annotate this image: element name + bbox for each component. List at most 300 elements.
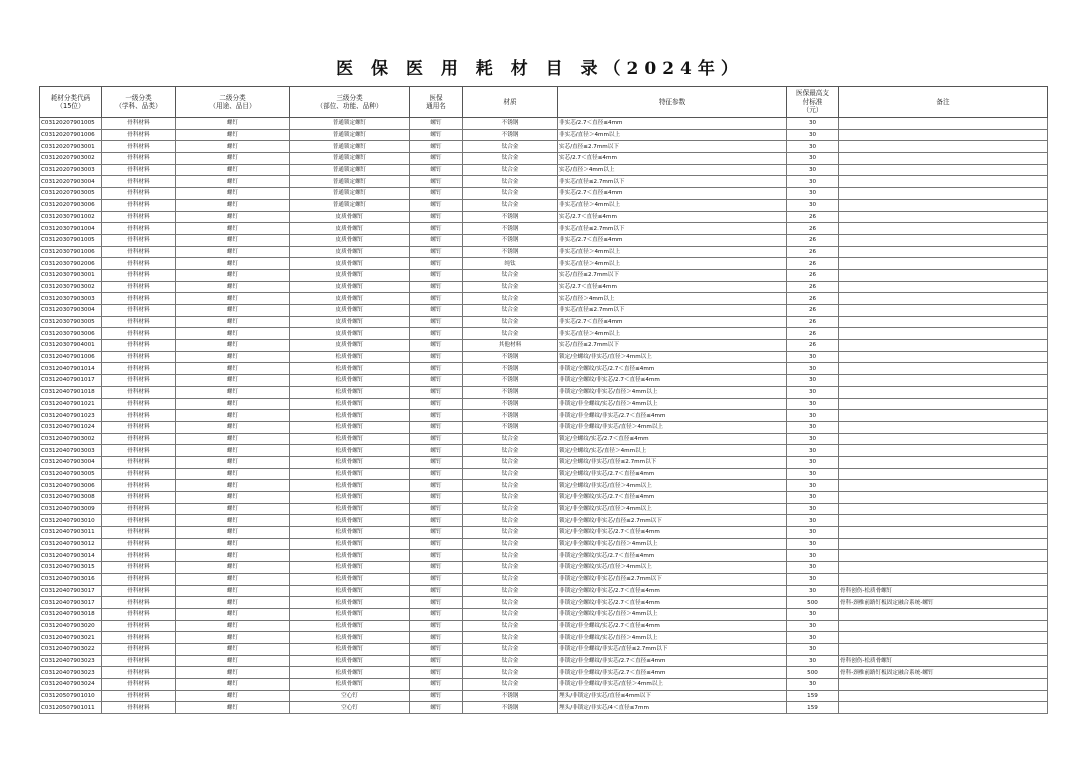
price-cell: 30 [787, 153, 839, 165]
level3-cell: 普通锁定螺钉 [290, 164, 410, 176]
price-cell: 30 [787, 585, 839, 597]
name-cell: 螺钉 [410, 468, 463, 480]
level3-cell: 松质骨螺钉 [290, 573, 410, 585]
code-cell: C03120207903005 [40, 188, 102, 200]
level3-cell: 松质骨螺钉 [290, 468, 410, 480]
name-cell: 螺钉 [410, 188, 463, 200]
price-cell: 30 [787, 679, 839, 691]
material-cell: 钛合金 [463, 492, 558, 504]
level1-cell: 骨科材料 [102, 573, 176, 585]
level3-cell: 松质骨螺钉 [290, 386, 410, 398]
note-cell [839, 164, 1048, 176]
level2-cell: 螺钉 [176, 281, 290, 293]
price-cell: 30 [787, 608, 839, 620]
level3-cell: 松质骨螺钉 [290, 538, 410, 550]
material-cell: 钛合金 [463, 527, 558, 539]
material-cell: 钛合金 [463, 515, 558, 527]
price-cell: 30 [787, 515, 839, 527]
header-row [40, 87, 1048, 118]
level3-cell: 松质骨螺钉 [290, 643, 410, 655]
table-row [40, 176, 1048, 188]
note-cell [839, 316, 1048, 328]
material-cell: 钛合金 [463, 573, 558, 585]
level3-cell: 松质骨螺钉 [290, 433, 410, 445]
code-cell: C03120307904001 [40, 340, 102, 352]
code-cell: C03120407903014 [40, 550, 102, 562]
note-cell [839, 480, 1048, 492]
table-row [40, 375, 1048, 387]
spec-cell: 非实芯/直径＞4mm以上 [558, 328, 787, 340]
price-cell: 26 [787, 293, 839, 305]
note-cell [839, 118, 1048, 130]
name-cell: 螺钉 [410, 667, 463, 679]
level1-cell: 骨科材料 [102, 620, 176, 632]
level1-cell: 骨科材料 [102, 527, 176, 539]
level1-cell: 骨科材料 [102, 456, 176, 468]
table-row [40, 269, 1048, 281]
code-cell: C03120407901017 [40, 375, 102, 387]
name-cell: 螺钉 [410, 550, 463, 562]
level3-cell: 松质骨螺钉 [290, 597, 410, 609]
level3-cell: 皮质骨螺钉 [290, 316, 410, 328]
note-cell [839, 281, 1048, 293]
level2-cell: 螺钉 [176, 363, 290, 375]
price-cell: 30 [787, 492, 839, 504]
level1-cell: 骨科材料 [102, 351, 176, 363]
level1-cell: 骨科材料 [102, 492, 176, 504]
table-row [40, 655, 1048, 667]
price-cell: 30 [787, 199, 839, 211]
level2-cell: 螺钉 [176, 597, 290, 609]
note-cell [839, 375, 1048, 387]
note-cell [839, 608, 1048, 620]
price-cell: 30 [787, 141, 839, 153]
spec-cell: 非锁定/全螺纹/非实芯/2.7＜直径≤4mm [558, 585, 787, 597]
level3-cell: 松质骨螺钉 [290, 421, 410, 433]
level3-cell: 空心钉 [290, 702, 410, 714]
spec-cell: 非锁定/非全螺纹/实芯/直径＞4mm以上 [558, 632, 787, 644]
level2-cell: 螺钉 [176, 702, 290, 714]
code-cell: C03120407903017 [40, 597, 102, 609]
material-cell: 钛合金 [463, 141, 558, 153]
level1-cell: 骨科材料 [102, 515, 176, 527]
material-cell: 钛合金 [463, 176, 558, 188]
spec-cell: 锁定/非全螺纹/实芯/2.7＜直径≤4mm [558, 492, 787, 504]
level2-cell: 螺钉 [176, 199, 290, 211]
name-cell: 螺钉 [410, 398, 463, 410]
price-cell: 26 [787, 305, 839, 317]
level3-cell: 松质骨螺钉 [290, 492, 410, 504]
level2-cell: 螺钉 [176, 129, 290, 141]
level1-cell: 骨科材料 [102, 305, 176, 317]
material-cell: 钛合金 [463, 456, 558, 468]
name-cell: 螺钉 [410, 410, 463, 422]
price-cell: 30 [787, 398, 839, 410]
material-cell: 不锈钢 [463, 690, 558, 702]
code-cell: C03120407903020 [40, 620, 102, 632]
level3-cell: 松质骨螺钉 [290, 445, 410, 457]
material-cell: 钛合金 [463, 433, 558, 445]
spec-cell: 非锁定/非全螺纹/非实芯/直径≤2.7mm以下 [558, 643, 787, 655]
spec-cell: 锁定/全螺纹/实芯/2.7＜直径≤4mm [558, 433, 787, 445]
table-row [40, 515, 1048, 527]
price-cell: 30 [787, 503, 839, 515]
level2-cell: 螺钉 [176, 293, 290, 305]
spec-cell: 非实芯/2.7＜直径≤4mm [558, 118, 787, 130]
material-cell: 钛合金 [463, 269, 558, 281]
spec-cell: 非锁定/全螺纹/非实芯/2.7＜直径≤4mm [558, 375, 787, 387]
code-cell: C03120407901006 [40, 351, 102, 363]
level1-cell: 骨科材料 [102, 445, 176, 457]
price-cell: 30 [787, 351, 839, 363]
level1-cell: 骨科材料 [102, 562, 176, 574]
note-cell [839, 211, 1048, 223]
catalog-table [39, 86, 1048, 714]
name-cell: 螺钉 [410, 702, 463, 714]
price-cell: 26 [787, 223, 839, 235]
material-cell: 钛合金 [463, 632, 558, 644]
spec-cell: 非锁定/非全螺纹/非实芯/2.7＜直径≤4mm [558, 410, 787, 422]
spec-cell: 非实芯/2.7＜直径≤4mm [558, 188, 787, 200]
level3-cell: 松质骨螺钉 [290, 679, 410, 691]
table-row [40, 585, 1048, 597]
name-cell: 螺钉 [410, 316, 463, 328]
name-cell: 螺钉 [410, 363, 463, 375]
level1-cell: 骨科材料 [102, 632, 176, 644]
level1-cell: 骨科材料 [102, 118, 176, 130]
code-cell: C03120307901004 [40, 223, 102, 235]
name-cell: 螺钉 [410, 655, 463, 667]
header-level2: 二级分类 （用途、品目） [176, 87, 290, 118]
level2-cell: 螺钉 [176, 468, 290, 480]
material-cell: 钛合金 [463, 562, 558, 574]
table-row [40, 141, 1048, 153]
level1-cell: 骨科材料 [102, 375, 176, 387]
price-cell: 30 [787, 550, 839, 562]
material-cell: 不锈钢 [463, 410, 558, 422]
level2-cell: 螺钉 [176, 316, 290, 328]
material-cell: 不锈钢 [463, 375, 558, 387]
code-cell: C03120407903023 [40, 655, 102, 667]
note-cell [839, 246, 1048, 258]
level1-cell: 骨科材料 [102, 269, 176, 281]
material-cell: 不锈钢 [463, 398, 558, 410]
level3-cell: 松质骨螺钉 [290, 655, 410, 667]
level1-cell: 骨科材料 [102, 585, 176, 597]
price-cell: 26 [787, 328, 839, 340]
table-row [40, 597, 1048, 609]
level2-cell: 螺钉 [176, 655, 290, 667]
level1-cell: 骨科材料 [102, 398, 176, 410]
table-row [40, 620, 1048, 632]
level3-cell: 松质骨螺钉 [290, 608, 410, 620]
spec-cell: 非锁定/全螺纹/实芯/2.7＜直径≤4mm [558, 550, 787, 562]
level3-cell: 松质骨螺钉 [290, 632, 410, 644]
level3-cell: 松质骨螺钉 [290, 550, 410, 562]
spec-cell: 锁定/非全螺纹/非实芯/直径＞4mm以上 [558, 538, 787, 550]
note-cell [839, 328, 1048, 340]
name-cell: 螺钉 [410, 632, 463, 644]
spec-cell: 实芯/直径＞4mm以上 [558, 164, 787, 176]
level2-cell: 螺钉 [176, 410, 290, 422]
level2-cell: 螺钉 [176, 246, 290, 258]
code-cell: C03120407903004 [40, 456, 102, 468]
level3-cell: 松质骨螺钉 [290, 667, 410, 679]
level2-cell: 螺钉 [176, 585, 290, 597]
material-cell: 钛合金 [463, 503, 558, 515]
code-cell: C03120407903018 [40, 608, 102, 620]
price-cell: 30 [787, 176, 839, 188]
level2-cell: 螺钉 [176, 562, 290, 574]
material-cell: 钛合金 [463, 281, 558, 293]
table-row [40, 153, 1048, 165]
note-cell [839, 398, 1048, 410]
name-cell: 螺钉 [410, 538, 463, 550]
table-row [40, 456, 1048, 468]
level3-cell: 皮质骨螺钉 [290, 246, 410, 258]
level3-cell: 松质骨螺钉 [290, 410, 410, 422]
table-row [40, 421, 1048, 433]
table-row [40, 702, 1048, 714]
level2-cell: 螺钉 [176, 445, 290, 457]
spec-cell: 非锁定/非全螺纹/实芯/直径＞4mm以上 [558, 398, 787, 410]
level1-cell: 骨科材料 [102, 176, 176, 188]
code-cell: C03120407903024 [40, 679, 102, 691]
code-cell: C03120507901011 [40, 702, 102, 714]
name-cell: 螺钉 [410, 503, 463, 515]
table-row [40, 550, 1048, 562]
table-row [40, 468, 1048, 480]
level1-cell: 骨科材料 [102, 363, 176, 375]
level2-cell: 螺钉 [176, 527, 290, 539]
material-cell: 钛合金 [463, 655, 558, 667]
level2-cell: 螺钉 [176, 375, 290, 387]
name-cell: 螺钉 [410, 480, 463, 492]
spec-cell: 锁定/非全螺纹/实芯/直径＞4mm以上 [558, 503, 787, 515]
name-cell: 螺钉 [410, 211, 463, 223]
code-cell: C03120507901010 [40, 690, 102, 702]
name-cell: 螺钉 [410, 690, 463, 702]
note-cell [839, 340, 1048, 352]
table-row [40, 538, 1048, 550]
spec-cell: 埋头/非锁定/非实芯/直径≤4mm以下 [558, 690, 787, 702]
level1-cell: 骨科材料 [102, 340, 176, 352]
code-cell: C03120207903003 [40, 164, 102, 176]
material-cell: 钛合金 [463, 597, 558, 609]
level3-cell: 皮质骨螺钉 [290, 293, 410, 305]
code-cell: C03120307903001 [40, 269, 102, 281]
code-cell: C03120307903002 [40, 281, 102, 293]
code-cell: C03120407903006 [40, 480, 102, 492]
level1-cell: 骨科材料 [102, 421, 176, 433]
level3-cell: 松质骨螺钉 [290, 585, 410, 597]
note-cell [839, 702, 1048, 714]
note-cell [839, 199, 1048, 211]
material-cell: 钛合金 [463, 153, 558, 165]
level2-cell: 螺钉 [176, 305, 290, 317]
table-row [40, 398, 1048, 410]
spec-cell: 非实芯/2.7＜直径≤4mm [558, 316, 787, 328]
level2-cell: 螺钉 [176, 153, 290, 165]
level1-cell: 骨科材料 [102, 211, 176, 223]
code-cell: C03120407903022 [40, 643, 102, 655]
level1-cell: 骨科材料 [102, 386, 176, 398]
spec-cell: 非实芯/2.7＜直径≤4mm [558, 234, 787, 246]
spec-cell: 非锁定/全螺纹/非实芯/直径＞4mm以上 [558, 608, 787, 620]
header-name: 医保 通用名 [410, 87, 463, 118]
table-row [40, 351, 1048, 363]
note-cell [839, 351, 1048, 363]
level3-cell: 普通锁定螺钉 [290, 153, 410, 165]
note-cell [839, 223, 1048, 235]
code-cell: C03120207903001 [40, 141, 102, 153]
name-cell: 螺钉 [410, 620, 463, 632]
table-row [40, 281, 1048, 293]
table-row [40, 118, 1048, 130]
table-row [40, 527, 1048, 539]
level3-cell: 皮质骨螺钉 [290, 234, 410, 246]
level2-cell: 螺钉 [176, 456, 290, 468]
material-cell: 钛合金 [463, 480, 558, 492]
level3-cell: 皮质骨螺钉 [290, 258, 410, 270]
name-cell: 螺钉 [410, 527, 463, 539]
price-cell: 30 [787, 480, 839, 492]
level3-cell: 松质骨螺钉 [290, 375, 410, 387]
note-cell [839, 188, 1048, 200]
table-row [40, 386, 1048, 398]
table-row [40, 223, 1048, 235]
level3-cell: 皮质骨螺钉 [290, 211, 410, 223]
level3-cell: 松质骨螺钉 [290, 456, 410, 468]
code-cell: C03120307901005 [40, 234, 102, 246]
material-cell: 钛合金 [463, 550, 558, 562]
table-row [40, 258, 1048, 270]
level1-cell: 骨科材料 [102, 679, 176, 691]
header-code: 耗材分类代码 （15位） [40, 87, 102, 118]
table-row [40, 690, 1048, 702]
price-cell: 500 [787, 597, 839, 609]
code-cell: C03120407901018 [40, 386, 102, 398]
table-row [40, 480, 1048, 492]
spec-cell: 非实芯/直径≤2.7mm以下 [558, 223, 787, 235]
name-cell: 螺钉 [410, 118, 463, 130]
level1-cell: 骨科材料 [102, 550, 176, 562]
code-cell: C03120407901014 [40, 363, 102, 375]
price-cell: 30 [787, 527, 839, 539]
spec-cell: 实芯/直径≤2.7mm以下 [558, 141, 787, 153]
code-cell: C03120407903023 [40, 667, 102, 679]
code-cell: C03120407901023 [40, 410, 102, 422]
level1-cell: 骨科材料 [102, 164, 176, 176]
note-cell: 骨科-颈椎前路钉板固定融合系统-螺钉 [839, 667, 1048, 679]
note-cell [839, 363, 1048, 375]
material-cell: 不锈钢 [463, 118, 558, 130]
level3-cell: 普通锁定螺钉 [290, 118, 410, 130]
table-row [40, 410, 1048, 422]
price-cell: 30 [787, 468, 839, 480]
level2-cell: 螺钉 [176, 340, 290, 352]
name-cell: 螺钉 [410, 246, 463, 258]
note-cell [839, 456, 1048, 468]
level2-cell: 螺钉 [176, 269, 290, 281]
level3-cell: 普通锁定螺钉 [290, 188, 410, 200]
price-cell: 30 [787, 538, 839, 550]
code-cell: C03120407903012 [40, 538, 102, 550]
level2-cell: 螺钉 [176, 351, 290, 363]
material-cell: 不锈钢 [463, 223, 558, 235]
name-cell: 螺钉 [410, 258, 463, 270]
level2-cell: 螺钉 [176, 141, 290, 153]
name-cell: 螺钉 [410, 340, 463, 352]
spec-cell: 锁定/全螺纹/实芯/直径＞4mm以上 [558, 445, 787, 457]
material-cell: 纯钛 [463, 258, 558, 270]
note-cell [839, 538, 1048, 550]
material-cell: 钛合金 [463, 199, 558, 211]
level3-cell: 松质骨螺钉 [290, 351, 410, 363]
level1-cell: 骨科材料 [102, 608, 176, 620]
level1-cell: 骨科材料 [102, 153, 176, 165]
material-cell: 钛合金 [463, 608, 558, 620]
name-cell: 螺钉 [410, 351, 463, 363]
code-cell: C03120207903002 [40, 153, 102, 165]
spec-cell: 非实芯/直径＞4mm以上 [558, 129, 787, 141]
note-cell [839, 293, 1048, 305]
spec-cell: 实芯/直径＞4mm以上 [558, 293, 787, 305]
spec-cell: 实芯/2.7＜直径≤4mm [558, 281, 787, 293]
level1-cell: 骨科材料 [102, 433, 176, 445]
code-cell: C03120407903011 [40, 527, 102, 539]
code-cell: C03120207901006 [40, 129, 102, 141]
table-row [40, 503, 1048, 515]
note-cell [839, 492, 1048, 504]
header-level1: 一级分类 （学科、品类） [102, 87, 176, 118]
name-cell: 螺钉 [410, 153, 463, 165]
level2-cell: 螺钉 [176, 643, 290, 655]
level1-cell: 骨科材料 [102, 129, 176, 141]
table-row [40, 679, 1048, 691]
level1-cell: 骨科材料 [102, 188, 176, 200]
level1-cell: 骨科材料 [102, 223, 176, 235]
note-cell: 骨科-颈椎前路钉板固定融合系统-螺钉 [839, 597, 1048, 609]
level2-cell: 螺钉 [176, 679, 290, 691]
name-cell: 螺钉 [410, 386, 463, 398]
note-cell [839, 258, 1048, 270]
note-cell [839, 632, 1048, 644]
level1-cell: 骨科材料 [102, 538, 176, 550]
name-cell: 螺钉 [410, 305, 463, 317]
level1-cell: 骨科材料 [102, 410, 176, 422]
level1-cell: 骨科材料 [102, 316, 176, 328]
level1-cell: 骨科材料 [102, 503, 176, 515]
material-cell: 钛合金 [463, 538, 558, 550]
material-cell: 不锈钢 [463, 246, 558, 258]
table-row [40, 363, 1048, 375]
code-cell: C03120207901005 [40, 118, 102, 130]
note-cell [839, 503, 1048, 515]
table-row [40, 188, 1048, 200]
spec-cell: 锁定/全螺纹/非实芯/直径＞4mm以上 [558, 480, 787, 492]
price-cell: 30 [787, 421, 839, 433]
level1-cell: 骨科材料 [102, 480, 176, 492]
note-cell [839, 305, 1048, 317]
material-cell: 钛合金 [463, 667, 558, 679]
code-cell: C03120207903004 [40, 176, 102, 188]
level3-cell: 皮质骨螺钉 [290, 223, 410, 235]
level1-cell: 骨科材料 [102, 258, 176, 270]
note-cell [839, 129, 1048, 141]
price-cell: 26 [787, 269, 839, 281]
material-cell: 不锈钢 [463, 234, 558, 246]
